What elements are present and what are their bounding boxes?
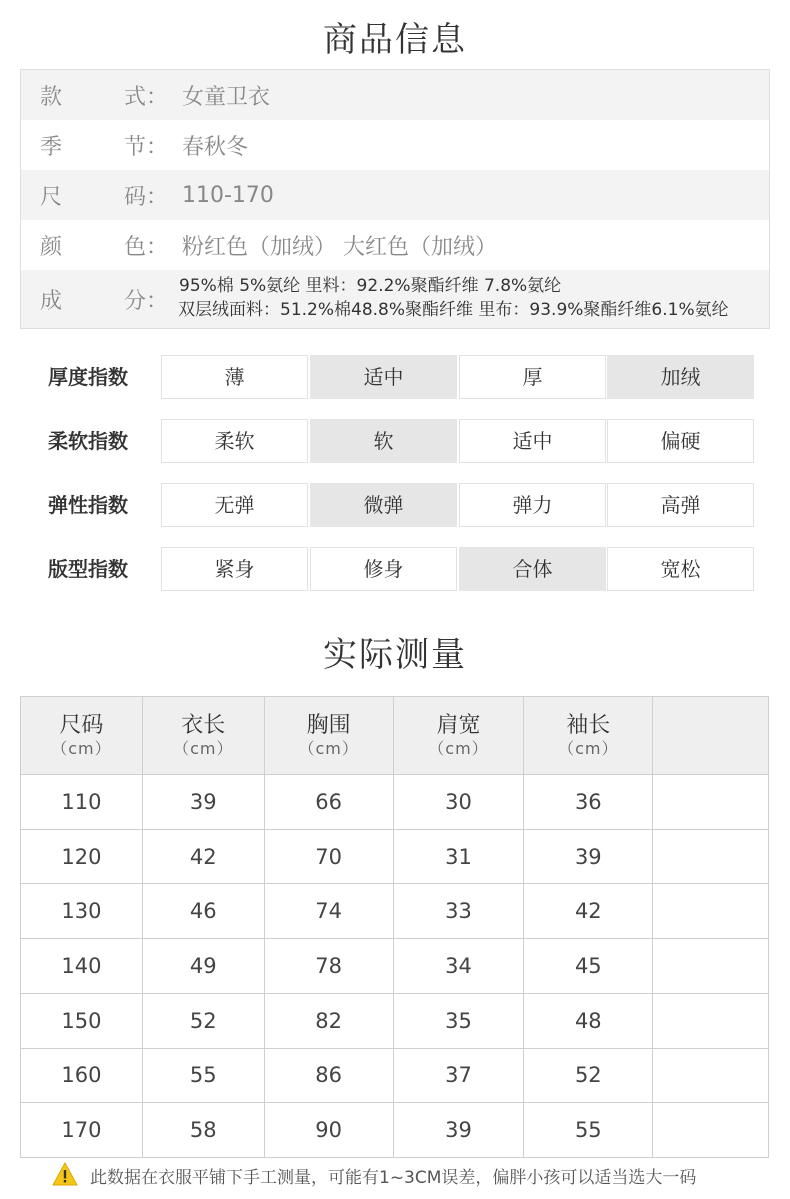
table-row — [21, 884, 769, 939]
table-cell: 70 — [264, 829, 393, 884]
table-cell-empty — [653, 884, 769, 939]
info-label-b: 码 — [124, 184, 147, 210]
index-option: 适中 — [310, 355, 457, 399]
index-label: 厚度指数 — [48, 365, 128, 389]
table-cell: 55 — [524, 1103, 653, 1158]
column-header-unit: （cm） — [173, 738, 234, 758]
table-cell: 78 — [264, 939, 393, 994]
column-header — [21, 697, 143, 775]
info-colon: ： — [146, 84, 169, 110]
info-row-color — [21, 220, 769, 270]
index-option: 紧身 — [161, 547, 308, 591]
index-option: 柔软 — [161, 419, 308, 463]
column-header — [524, 697, 653, 775]
table-cell-empty — [653, 939, 769, 994]
index-label: 版型指数 — [48, 557, 128, 581]
column-header-name: 衣长 — [181, 712, 226, 738]
material-line-2: 双层绒面料：51.2%棉48.8%聚酯纤维 里布：93.9%聚酯纤维6.1%氨纶 — [178, 300, 729, 320]
column-header-name: 胸围 — [306, 712, 351, 738]
table-cell: 39 — [393, 1103, 524, 1158]
index-label: 柔软指数 — [48, 429, 128, 453]
table-cell: 66 — [264, 775, 393, 830]
info-label-b: 节 — [124, 134, 147, 160]
index-option: 修身 — [310, 547, 457, 591]
table-cell-empty — [653, 993, 769, 1048]
index-option: 弹力 — [459, 483, 606, 527]
column-header-name: 肩宽 — [436, 712, 481, 738]
info-value-size: 110-170 — [182, 182, 274, 208]
index-option: 高弹 — [607, 483, 754, 527]
index-option: 薄 — [161, 355, 308, 399]
index-option: 微弹 — [310, 483, 457, 527]
table-cell: 36 — [524, 775, 653, 830]
index-option: 偏硬 — [607, 419, 754, 463]
info-label-a: 颜 — [40, 234, 63, 260]
index-option: 无弹 — [161, 483, 308, 527]
info-row-style — [21, 70, 769, 120]
table-header-row — [21, 697, 769, 775]
warning-triangle-icon — [52, 1162, 78, 1186]
info-colon: ： — [146, 234, 169, 260]
table-cell: 160 — [21, 1048, 143, 1103]
table-cell: 74 — [264, 884, 393, 939]
column-header-empty — [653, 697, 769, 775]
table-cell-empty — [653, 1103, 769, 1158]
index-row — [0, 355, 790, 399]
info-label-a: 季 — [40, 134, 63, 160]
info-label-b: 式 — [124, 84, 147, 110]
column-header-unit: （cm） — [298, 738, 359, 758]
column-header — [264, 697, 393, 775]
index-option: 软 — [310, 419, 457, 463]
table-cell: 48 — [524, 993, 653, 1048]
index-row — [0, 547, 790, 591]
table-cell: 31 — [393, 829, 524, 884]
info-value-style: 女童卫衣 — [182, 84, 271, 110]
index-option: 加绒 — [607, 355, 754, 399]
info-title: 商品信息 — [323, 20, 467, 60]
info-colon: ： — [146, 288, 169, 314]
info-colon: ： — [146, 134, 169, 160]
table-cell: 37 — [393, 1048, 524, 1103]
table-cell: 130 — [21, 884, 143, 939]
info-value-color: 粉红色（加绒） 大红色（加绒） — [182, 234, 497, 260]
column-header-unit: （cm） — [428, 738, 489, 758]
measure-title: 实际测量 — [323, 635, 467, 675]
table-cell: 35 — [393, 993, 524, 1048]
table-cell: 39 — [524, 829, 653, 884]
table-cell: 42 — [524, 884, 653, 939]
table-row — [21, 1048, 769, 1103]
column-header — [142, 697, 264, 775]
table-cell: 39 — [142, 775, 264, 830]
table-cell: 120 — [21, 829, 143, 884]
table-row — [21, 939, 769, 994]
table-cell-empty — [653, 775, 769, 830]
info-label-a: 成 — [40, 288, 63, 314]
table-cell: 30 — [393, 775, 524, 830]
table-row — [21, 1103, 769, 1158]
table-cell: 49 — [142, 939, 264, 994]
column-header-name: 尺码 — [59, 712, 104, 738]
info-label-a: 尺 — [40, 184, 63, 210]
info-colon: ： — [146, 184, 169, 210]
size-table — [20, 696, 769, 1158]
info-value-material — [179, 274, 729, 322]
table-cell: 42 — [142, 829, 264, 884]
table-cell: 82 — [264, 993, 393, 1048]
info-row-size — [21, 170, 769, 220]
table-cell: 140 — [21, 939, 143, 994]
table-cell: 46 — [142, 884, 264, 939]
table-cell: 90 — [264, 1103, 393, 1158]
table-row — [21, 993, 769, 1048]
info-label-b: 分 — [124, 288, 147, 314]
table-cell-empty — [653, 829, 769, 884]
table-cell: 58 — [142, 1103, 264, 1158]
table-cell: 33 — [393, 884, 524, 939]
column-header — [393, 697, 524, 775]
table-cell: 150 — [21, 993, 143, 1048]
table-cell: 45 — [524, 939, 653, 994]
info-label-b: 色 — [124, 234, 147, 260]
note-text: 此数据在衣服平铺下手工测量，可能有1~3CM误差，偏胖小孩可以适当选大一码 — [90, 1168, 697, 1188]
index-label: 弹性指数 — [48, 493, 128, 517]
info-value-season: 春秋冬 — [182, 134, 249, 160]
measure-note — [0, 1161, 790, 1189]
table-row — [21, 775, 769, 830]
index-option: 厚 — [459, 355, 606, 399]
table-cell: 55 — [142, 1048, 264, 1103]
table-row — [21, 829, 769, 884]
column-header-unit: （cm） — [51, 738, 112, 758]
material-line-1: 95%棉 5%氨纶 里料：92.2%聚酯纤维 7.8%氨纶 — [179, 276, 562, 296]
info-label-a: 款 — [40, 84, 63, 110]
index-option: 合体 — [459, 547, 606, 591]
column-header-name: 袖长 — [566, 712, 611, 738]
info-row-material — [21, 270, 769, 328]
table-cell: 52 — [524, 1048, 653, 1103]
table-cell: 34 — [393, 939, 524, 994]
info-row-season — [21, 120, 769, 170]
index-row — [0, 483, 790, 527]
table-cell: 52 — [142, 993, 264, 1048]
info-box — [20, 69, 770, 329]
table-cell: 110 — [21, 775, 143, 830]
table-cell: 86 — [264, 1048, 393, 1103]
table-cell-empty — [653, 1048, 769, 1103]
table-cell: 170 — [21, 1103, 143, 1158]
index-row — [0, 419, 790, 463]
index-option: 适中 — [459, 419, 606, 463]
column-header-unit: （cm） — [558, 738, 619, 758]
index-option: 宽松 — [607, 547, 754, 591]
